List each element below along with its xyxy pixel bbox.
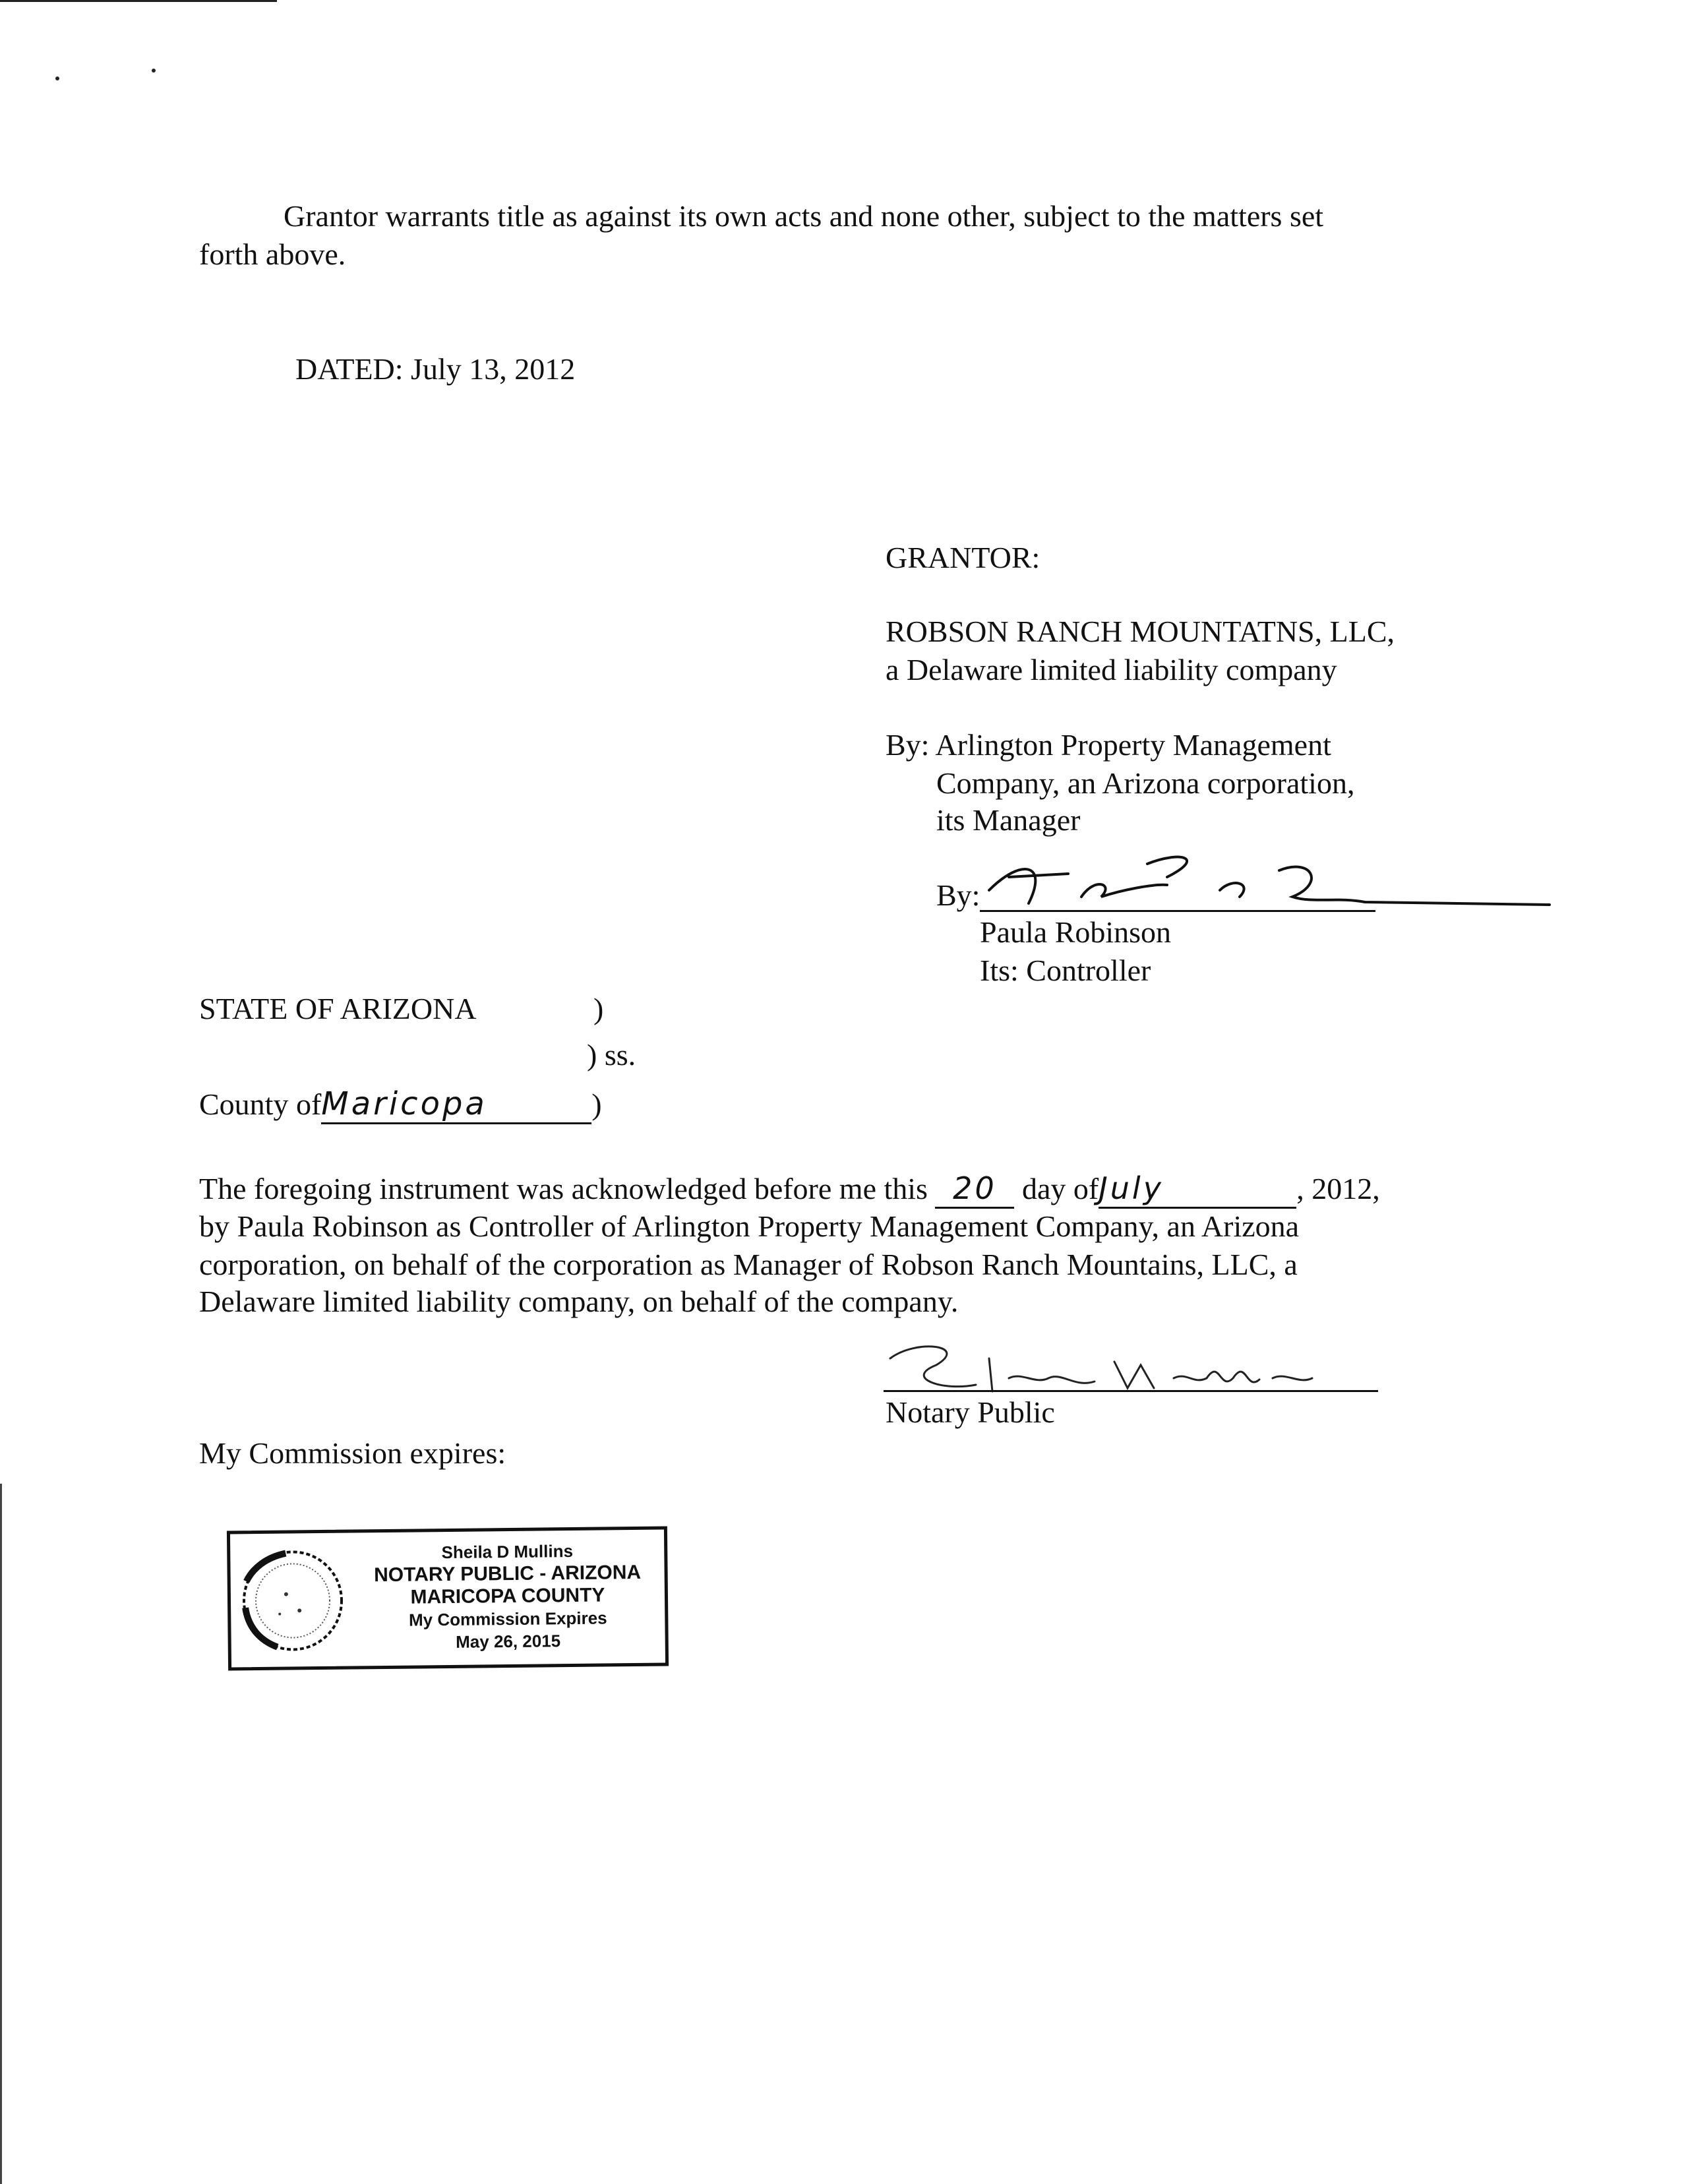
- stamp-county: MARICOPA COUNTY: [410, 1584, 605, 1608]
- scan-edge-line: [0, 0, 277, 2]
- scan-speck: [55, 76, 59, 80]
- stamp-expires-label: My Commission Expires: [408, 1608, 607, 1630]
- dated-line: DATED: July 13, 2012: [295, 352, 576, 386]
- venue-county-label: County of: [199, 1087, 322, 1121]
- notary-stamp: [227, 1527, 669, 1671]
- ack-line-2: by Paula Robinson as Controller of Arlington Property Management Company, an Arizona: [199, 1209, 1300, 1243]
- venue-county-line: [199, 1085, 602, 1124]
- venue-state: STATE OF ARIZONA: [199, 992, 477, 1025]
- notary-public-label: Notary Public: [886, 1395, 1055, 1429]
- ack-line-1-b: day of: [1021, 1172, 1099, 1205]
- warranty-line-1: Grantor warrants title as against its own acts and none other, subject to the matters set: [284, 199, 1324, 233]
- stamp-text: [355, 1539, 660, 1654]
- venue-county-value: Maricopa: [321, 1085, 591, 1124]
- ack-line-4: Delaware limited liability company, on behalf of the company.: [199, 1285, 959, 1318]
- venue-paren-1: ): [593, 992, 604, 1025]
- ack-line-1-c: , 2012,: [1296, 1172, 1380, 1205]
- grantor-by-line-1: By: Arlington Property Management: [886, 728, 1331, 762]
- ack-line-3: corporation, on behalf of the corporation as Manager of Robson Ranch Mountains, LLC, a: [199, 1248, 1298, 1281]
- ack-line-1-a: The foregoing instrument was acknowledged before me this: [199, 1172, 928, 1205]
- signature-by-label: By:: [936, 878, 980, 912]
- warranty-line-2: forth above.: [199, 237, 346, 271]
- notary-seal-icon: [239, 1548, 346, 1654]
- ack-line-1: [199, 1170, 1380, 1209]
- stamp-expires-date: May 26, 2015: [456, 1631, 561, 1652]
- signer-title: Its: Controller: [980, 954, 1151, 987]
- scan-speck: [152, 69, 156, 73]
- grantor-signature: [969, 844, 1563, 923]
- commission-expires-label: My Commission expires:: [199, 1436, 506, 1470]
- notary-signature-line: [884, 1390, 1378, 1392]
- ack-month-value: July: [1099, 1170, 1296, 1209]
- grantor-by-line-3: its Manager: [936, 803, 1081, 837]
- grantor-heading: GRANTOR:: [886, 541, 1040, 574]
- grantor-company-desc: a Delaware limited liability company: [886, 653, 1337, 686]
- ack-day-value: 20: [935, 1170, 1014, 1209]
- grantor-company-name: ROBSON RANCH MOUNTATNS, LLC,: [886, 615, 1395, 648]
- venue-ss: ) ss.: [587, 1038, 636, 1072]
- stamp-notary-title: NOTARY PUBLIC - ARIZONA: [373, 1561, 642, 1587]
- venue-paren-3: ): [591, 1087, 602, 1121]
- stamp-notary-name: Sheila D Mullins: [441, 1541, 574, 1563]
- scan-left-edge: [0, 1484, 2, 2184]
- grantor-by-line-2: Company, an Arizona corporation,: [936, 766, 1355, 800]
- signer-name: Paula Robinson: [980, 915, 1172, 949]
